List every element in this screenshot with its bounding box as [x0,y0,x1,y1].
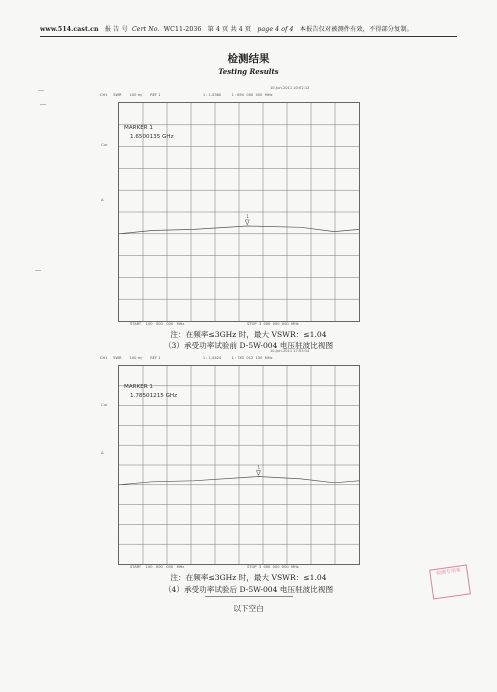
chart1-start-value: 000 [166,322,174,326]
chart2-date: 10-Jun-2011 17:05:14 [270,349,310,353]
chart1-topbar-item: 1 : 650 [231,93,245,97]
chart2-topbar-item: REF 1 [150,356,161,360]
chart2-note: 注：在频率≤3GHz 时，最大 VSWR：≤1.04 [170,573,327,582]
chart2-start-unit: MHz [176,565,185,569]
marker-1-label: 1 [257,464,260,470]
chart1-start-value: 000 [155,322,163,326]
chart1-stop-value: 000 [263,322,271,326]
marker-1-icon [256,470,260,475]
chart1-topbar-item: MHz [264,93,273,97]
chart1-topbar-item: CH1 [100,93,108,97]
marker-1-icon [245,220,249,225]
report-header [40,24,413,33]
chart1-marker-value: 1.6500135 GHz [130,134,174,140]
title-en: Testing Results [218,67,279,76]
chart1-topbar [100,93,362,100]
scan-artifact [38,90,44,91]
scan-artifact [40,104,46,105]
chart2-stop-value: 000 [272,565,280,569]
chart1-marker-box [124,124,174,142]
chart2-stop-value: 000 [263,565,271,569]
chart2-topbar-item: 1 : 1.0424 [202,356,222,360]
chart2-side-label-cor: Cor [101,402,108,407]
chart2-start-label: START [130,565,142,569]
title-cn: 检测结果 [227,53,270,65]
chart2-stop-value: 3 [258,565,262,569]
stamp-text: 检测专用章 [435,567,462,577]
header-notice: 本报告仅对被测件有效，不得部分复制。 [299,26,413,33]
chart2-start-value: 100 [145,565,153,569]
chart1-topbar-item: 000 [255,93,263,97]
chart1-stop-unit: MHz [290,322,299,326]
chart1-topbar-item: SWR [113,93,122,97]
chart2-stop-label: STOP [247,565,257,569]
header-report-label: 报 告 号 [104,26,128,33]
chart1-marker-title: MARKER 1 [124,125,153,131]
chart2-side-label-delta: Δ [101,450,104,455]
chart1-side-label-delta: Δ [101,197,104,202]
chart1-topbar-item: 100 m/ [129,93,143,97]
final-text: 以下空白 [233,604,264,613]
chart2-topbar [100,356,362,363]
chart1-start-value: 100 [145,322,153,326]
chart1-stop-value: 000 [281,322,289,326]
chart2-topbar-item: 012 [246,356,254,360]
chart2-topbar-item: 100 m/ [129,356,143,360]
chart1-start-label: START [130,322,142,326]
chart2-caption: （4）承受功率试验后 D-5W-004 电压驻波比视图 [163,585,334,594]
chart2-start-value: 000 [166,565,174,569]
chart1-topbar-item: 1 : 1.0360 [202,93,222,97]
header-page-cn: 第 4 页 共 4 页 [207,26,252,33]
chart1-caption: （3）承受功率试验前 D-5W-004 电压驻波比视图 [163,341,334,350]
header-rule [40,36,457,37]
chart2-marker-box [124,383,177,401]
header-cert-label: Cert No. [131,26,160,33]
chart2-start-value: 000 [155,565,163,569]
marker-1-label: 1 [246,213,249,219]
chart1-start-unit: MHz [176,322,185,326]
chart2-stop-value: 000 [281,565,289,569]
inspection-stamp [429,565,471,600]
header-site: www.514.cast.cn [40,26,99,33]
chart2-topbar-item: 150 [255,356,263,360]
header-cert-no: WC11-2036 [163,26,202,33]
scan-artifact [35,270,41,271]
chart1-stop-value: 000 [272,322,280,326]
chart1-topbar-item: REF 1 [150,93,161,97]
chart2-bottombar [130,565,360,572]
chart1-side-label-cor: Cor [101,142,108,147]
chart1-date: 10-Jun-2011 10:02:12 [270,86,310,90]
chart1-stop-value: 3 [258,322,262,326]
chart2-topbar-item: 1 : 785 [231,356,245,360]
chart1-topbar-item: 000 [246,93,254,97]
chart2-topbar-item: CH1 [100,356,108,360]
chart2-topbar-item: SWR [113,356,122,360]
chart2-marker-title: MARKER 1 [124,384,153,390]
chart1-stop-label: STOP [247,322,257,326]
header-page-en: page 4 of 4 [257,26,294,33]
separator-line [205,596,293,597]
chart2-marker-value: 1.78501215 GHz [130,393,178,399]
chart2-stop-unit: MHz [290,565,299,569]
chart2-topbar-item: MHz [264,356,273,360]
chart1-bottombar [130,322,360,329]
chart1-note: 注：在频率≤3GHz 时，最大 VSWR：≤1.04 [170,330,327,339]
